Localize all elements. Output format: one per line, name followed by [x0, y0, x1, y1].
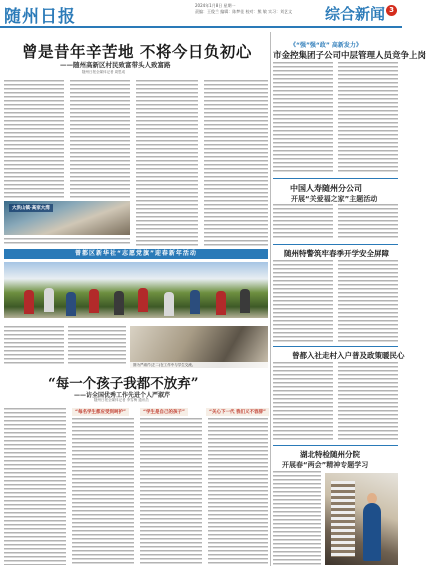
photo-figure: [240, 289, 250, 313]
issue-date: 2024年1月8日 星期一: [195, 3, 236, 8]
right-body-2b: [338, 204, 398, 240]
feature-box-tag-2: “学生是自己的孩子”: [140, 408, 188, 416]
page-number-badge: 3: [386, 5, 397, 16]
feature-top-col-2: [68, 326, 126, 366]
village-photo: [4, 201, 130, 235]
lead-body-col-5: [4, 238, 130, 246]
right-body-1a: [273, 62, 333, 174]
photo-figure: [138, 288, 148, 312]
photo-figure: [164, 292, 174, 316]
right-body-4a: [273, 362, 333, 442]
equipment-rack: [331, 481, 355, 557]
feature-body-col-1: [4, 408, 66, 565]
village-photo-caption: 大洪山镇·高家大湾: [9, 204, 53, 212]
feature-box-tag-1: “每名学生都应受到呵护”: [72, 408, 129, 416]
section-rule: [273, 244, 398, 245]
section-rule: [273, 178, 398, 179]
right-subhead-5: 开展春“两会”精神专题学习: [282, 461, 369, 469]
volunteer-group-photo: [4, 262, 268, 318]
photo-figure: [216, 291, 226, 315]
section-title: 综合新闻: [325, 5, 386, 23]
right-body-3a: [273, 260, 333, 342]
right-headline-3: 随州特警筑牢春季开学安全屏障: [284, 249, 389, 258]
feature-top-col-1: [4, 326, 64, 366]
feature-byline: 随州日报全媒体记者 李雪梅 通讯员: [94, 398, 149, 402]
lead-body-col-3: [136, 80, 198, 246]
lead-body-col-1: [4, 80, 64, 198]
right-headline-2: 中国人寿随州分公司: [290, 184, 362, 193]
section-rule: [273, 445, 398, 446]
teacher-photo: [130, 326, 268, 368]
masthead: [0, 0, 402, 28]
right-headline-4: 曾都入社走村入户普及政策暖民心: [292, 351, 405, 360]
right-headline-5: 湖北特检随州分院: [300, 450, 360, 459]
right-body-5a: [273, 471, 321, 565]
right-body-2a: [273, 204, 333, 240]
feature-headline: “每一个孩子我都不放弃”: [48, 376, 199, 392]
photo-figure: [44, 288, 54, 312]
right-headline-1: 市金控集团子公司中层管理人员竞争上岗: [273, 51, 426, 61]
teacher-photo-caption: 图为严淑芹(左二)在工作中与学生交流。: [130, 362, 268, 368]
feature-body-col-3: [140, 418, 202, 565]
editor-credits: 责编：王俊兰 编辑：陈梦佳 校对：熊 敏 实习：刘艺文: [195, 9, 293, 14]
right-column-tag: 《“强”强“政” 高新发力》: [290, 42, 362, 49]
photo-figure: [89, 289, 99, 313]
feature-subhead: ——访全国优秀工作先进个人严淑芹: [74, 392, 171, 399]
newspaper-logo: 随州日报: [4, 7, 76, 27]
lead-subhead: ——随州高新区村民致富带头人致富路: [60, 61, 171, 69]
right-body-1b: [338, 62, 398, 174]
section-rule: [273, 346, 398, 347]
feature-box-tag-3: “关心下一代 我们义不容辞”: [206, 408, 269, 416]
lead-body-col-2: [70, 80, 130, 198]
photo-figure: [66, 292, 76, 316]
feature-body-col-4: [208, 418, 268, 565]
right-body-4b: [338, 362, 398, 442]
lead-headline: 曾是昔年辛苦地 不将今日负初心: [22, 42, 252, 61]
photo-figure: [24, 290, 34, 314]
lead-body-col-4: [204, 80, 268, 246]
lead-byline: 随州日报全媒体记者 周思成: [82, 70, 126, 74]
photo-story-banner: 曾都区新华社“志愿党旗”迎春新年活动: [4, 249, 268, 259]
photo-figure: [114, 291, 124, 315]
feature-body-col-2: [72, 418, 134, 565]
right-body-3b: [338, 260, 398, 342]
column-divider: [270, 32, 271, 566]
worker-figure: [363, 503, 381, 561]
masthead-meta: [195, 3, 292, 15]
inspection-photo: [325, 473, 398, 565]
right-subhead-2: 开展“关爱福之家”主题活动: [291, 195, 378, 203]
photo-figure: [190, 290, 200, 314]
